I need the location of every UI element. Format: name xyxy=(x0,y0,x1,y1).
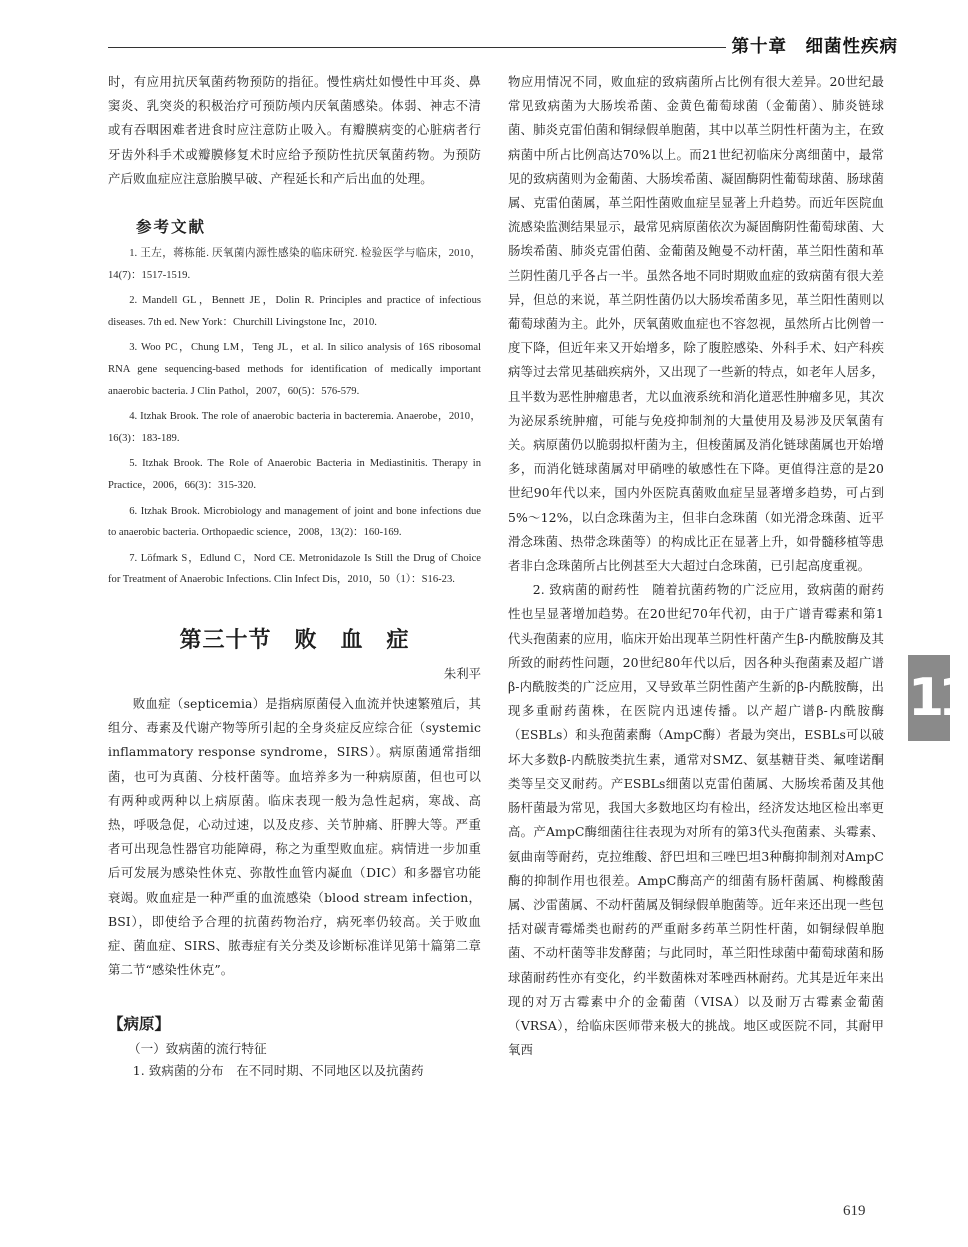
chapter-side-tab: 11 xyxy=(908,655,950,741)
section-intro-paragraph: 败血症（septicemia）是指病原菌侵入血流并快速繁殖后，其组分、毒素及代谢产物等所引起的全身炎症反应综合征（systemic inflammatory response syndrome，SIRS）。病原菌通常指细菌，也可为真菌、分枝杆菌等。血培养多为一种病原菌，但也可以有两种或两种以上病原菌。临床表现一般为急性起病，寒战、高热，呼吸急促，心动过速，以及皮疹、关节肿痛、肝脾大等。严重者可出现急性器官功能障碍，称之为重型败血症。病情进一步加重后可发展为感染性休克、弥散性血管内凝血（DIC）和多器官功能衰竭。败血症是一种严重的血流感染（blood stream infection，BSI），即使给予合理的抗菌药物治疗，病死率仍较高。关于败血症、菌血症、SIRS、脓毒症有关分类及诊断标准详见第十篇第二章第二节“感染性休克”。 xyxy=(108,695,481,978)
reference-item: 4. Itzhak Brook. The role of anaerobic bacteria in bacteremia. Anaerobe，2010，16(3)：183-189. xyxy=(108,411,481,444)
distribution-paragraph-start: 1. 致病菌的分布 在不同时期、不同地区以及抗菌药 xyxy=(132,1063,424,1079)
drug-resistance-paragraph: 2. 致病菌的耐药性 随着抗菌药物的广泛应用，致病菌的耐药性也呈显著增加趋势。在20世纪70年代初，由于广谱青霉素和第1代头孢菌素的应用，临床开始出现革兰阴性杆菌产生β-内酰胺酶及其所致的耐药性问题，20世纪80年代以后，因各种头孢菌素及超广谱β-内酰胺类的广泛应用，又导致革兰阴性菌产生新的β-内酰胺酶，出现多重耐药菌株，在医院内迅速传播。以产超广谱β-内酰胺酶（ESBLs）和头孢菌素酶（AmpC酶）者最为突出，ESBLs可以破坏大多数β-内酰胺类抗生素，通常对SMZ、氨基糖苷类、氟喹诺酮类等呈交叉耐药。产ESBLs细菌以克雷伯菌属、大肠埃希菌及其他肠杆菌最为常见，我国大多数地区均有检出，经济发达地区检出率更高。产AmpC酶细菌往往表现为对所有的第3代头孢菌素、头霉素、氨曲南等耐药，克拉维酸、舒巴坦和三唑巴坦3种酶抑制剂对AmpC酶的抑制作用也很差。AmpC酶高产的细菌有肠杆菌属、枸橼酸菌属、沙雷菌属、不动杆菌属及铜绿假单胞菌等。近年来还出现一些包括对碳青霉烯类也耐药的严重耐多药革兰阴性杆菌，如铜绿假单胞菌、不动杆菌等非发酵菌；与此同时，革兰阳性球菌中葡萄球菌和肠球菌耐药性亦有变化，约半数菌株对苯唑西林耐药。尤其是近年来出现的对万古霉素中介的金葡菌（VISA）以及耐万古霉素金葡菌（VRSA），给临床医师带来极大的挑战。地区或医院不同，其耐甲氧西 xyxy=(508,582,884,1058)
reference-item: 6. Itzhak Brook. Microbiology and management of joint and bone infections due to anaerobic bacteria. Orthopaedic science，2008，13(2)：160-169. xyxy=(108,505,481,539)
reference-item: 3. Woo PC，Chung LM，Teng JL，et al. In silico analysis of 16S ribosomal RNA gene sequencing-based methods for identification of medically important anaerobic bacteria. J Clin Pathol，2007，60(5)：576-579. xyxy=(108,342,481,397)
section-title: 第三十节 败 血 症 xyxy=(179,626,410,653)
reference-item: 1. 王左，蒋栋能. 厌氧菌内源性感染的临床研究. 检验医学与临床，2010，14(7)：1517-1519. xyxy=(108,248,481,281)
pathogen-distribution-paragraph: 物应用情况不同，败血症的致病菌所占比例有很大差异。20世纪最常见致病菌为大肠埃希菌、金黄色葡萄球菌（金葡菌）、肺炎链球菌、肺炎克雷伯菌和铜绿假单胞菌，其中以革兰阴性杆菌为主，在致病菌中所占比例高达70%以上。而21世纪初临床分离细菌中，最常见的致病菌则为金葡菌、大肠埃希菌、凝固酶阴性葡萄球菌、肠球菌属、克雷伯菌属，革兰阳性菌败血症呈显著上升趋势。而近年医院血流感染监测结果显示，最常见病原菌依次为凝固酶阴性葡萄球菌、大肠埃希菌、肺炎克雷伯菌、金葡菌及鲍曼不动杆菌，革兰阳性菌和革兰阴性菌几乎各占一半。虽然各地不同时期败血症的致病菌有很大差异，但总的来说，革兰阴性菌仍以大肠埃希菌多见，革兰阳性菌则以葡萄球菌为主。此外，厌氧菌败血症也不容忽视，虽然所占比例曾一度下降，但近年来又开始增多，除了腹腔感染、外科手术、妇产科疾病等过去常见基础疾病外，又出现了一些新的特点，如老年人居多，且半数为恶性肿瘤患者，尤以血液系统和消化道恶性肿瘤多见，其次为泌尿系统肿瘤，可能与免疫抑制剂的大量使用及易涉及厌氧菌有关。病原菌仍以脆弱拟杆菌为主，但梭菌属及消化链球菌属也开始增多，而消化链球菌属对甲硝唑的敏感性在下降。更值得注意的是20世纪90年代以来，国内外医院真菌败血症呈显著增多趋势，可占到5%～12%，以白念珠菌为主，但非白念珠菌（如光滑念珠菌、近平滑念珠菌、热带念珠菌等）的构成比正在显著上升，如骨髓移植等患者非白念珠菌所占比例甚至大大超过白念珠菌，已引起高度重视。 xyxy=(508,74,884,574)
intro-paragraph: 时，有应用抗厌氧菌药物预防的指征。慢性病灶如慢性中耳炎、鼻窦炎、乳突炎的积极治疗可预防颅内厌氧菌感染。体弱、神志不清或有吞咽困难者进食时应注意防止吸入。有瓣膜病变的心脏病者行牙齿外科手术或瓣膜修复术时应给予预防性抗厌氧菌药物。为预防产后败血症应注意胎膜早破、产程延长和产后出血的处理。 xyxy=(108,74,481,186)
reference-item: 2. Mandell GL，Bennett JE，Dolin R. Principles and practice of infectious diseases. 7th ed. New York：Churchill Livingstone Inc，2010. xyxy=(108,295,481,328)
author-name: 朱利平 xyxy=(443,665,481,681)
page-number: 619 xyxy=(843,1203,866,1219)
chapter-header: 第十章 细菌性疾病 xyxy=(731,37,898,57)
references-heading: 参考文献 xyxy=(136,218,207,237)
right-column xyxy=(508,70,884,1062)
sub-heading: （一）致病菌的流行特征 xyxy=(128,1041,267,1057)
pathogen-heading: 【病原】 xyxy=(108,1015,171,1034)
header-rule xyxy=(108,47,726,48)
reference-item: 7. Löfmark S，Edlund C，Nord CE. Metronidazole Is Still the Drug of Choice for Treatment of Anaerobic Infections. Clin Infect Dis，2010，50（1）：S16-23. xyxy=(108,552,481,586)
reference-item: 5. Itzhak Brook. The Role of Anaerobic Bacteria in Mediastinitis. Therapy in Practice，2006，66(3)：315-320. xyxy=(108,458,481,491)
left-column xyxy=(108,70,481,1084)
